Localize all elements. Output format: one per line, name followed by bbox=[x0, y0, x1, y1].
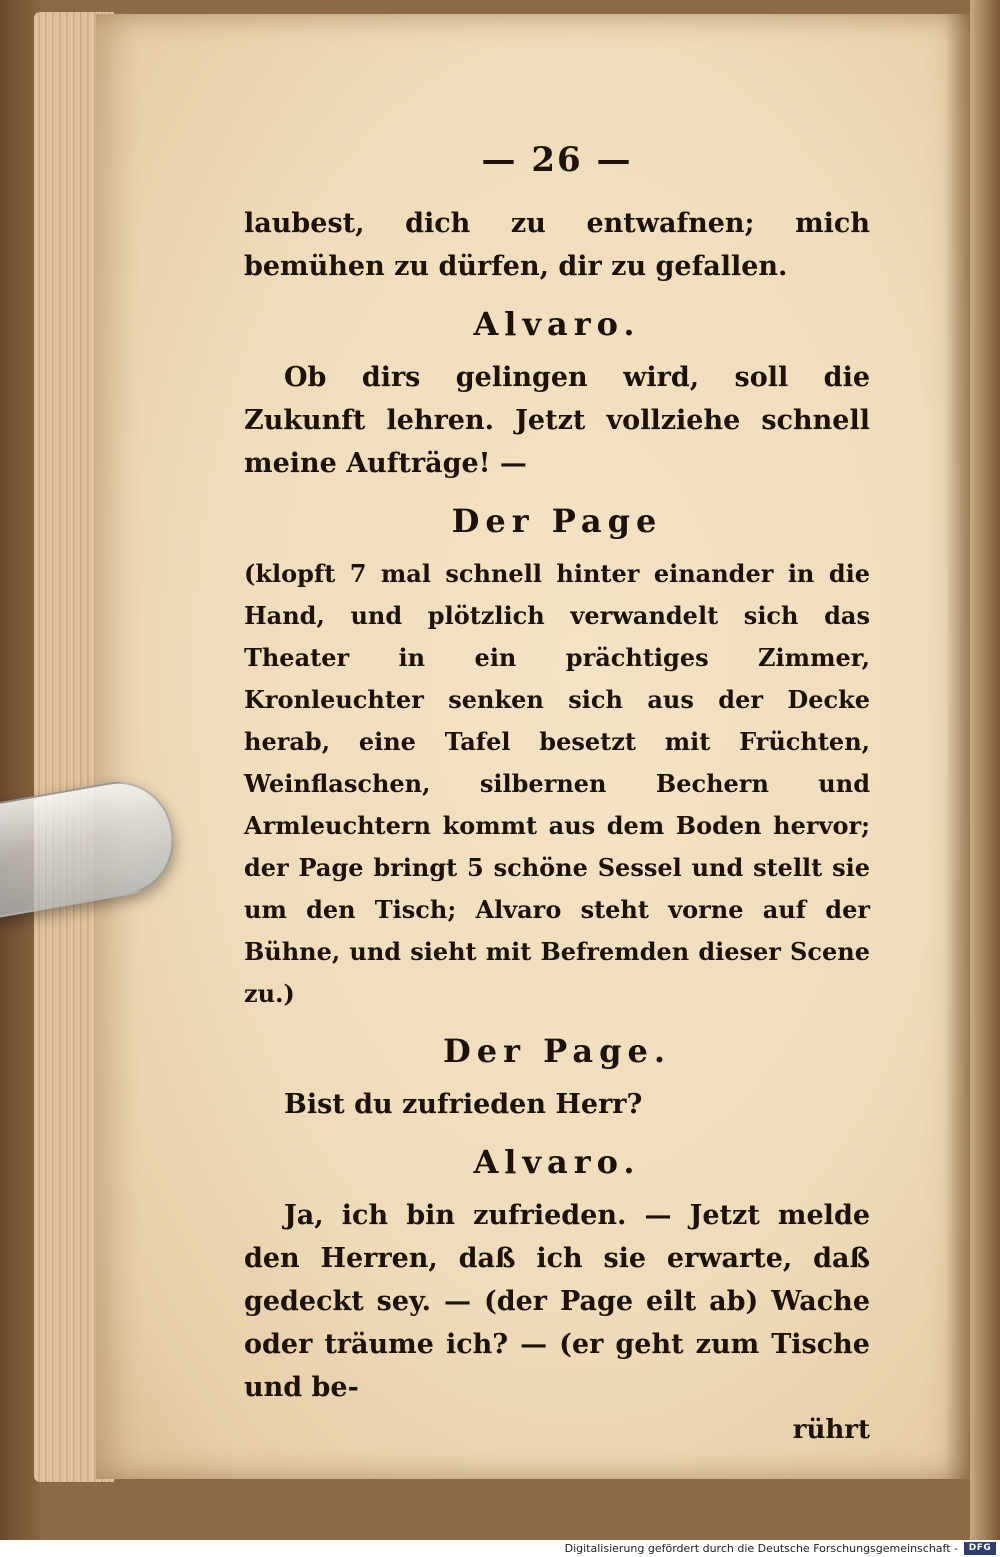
page-gutter bbox=[945, 14, 971, 1479]
text-paragraph: Ob dirs gelingen wird, soll die Zukunft lehren. Jetzt vollziehe schnell meine Aufträge! — bbox=[244, 362, 870, 479]
footer-bar bbox=[0, 1540, 1000, 1557]
speaker-heading: Der Page bbox=[451, 502, 663, 540]
catchword: rührt bbox=[792, 1415, 870, 1445]
text-paragraph: Bist du zufrieden Herr? bbox=[284, 1089, 643, 1120]
page-text bbox=[244, 140, 870, 1451]
book-cover-right bbox=[970, 0, 1000, 1540]
stage-direction: (klopft 7 mal schnell hinter einander in die Hand, und plötzlich verwandelt sich das Theater in ein prächtiges Zimmer, Kronleuchter senken sich aus der Decke herab, eine Tafel besetzt mit Früchten, Weinflaschen, silbernen Bechern und Armleuchtern kommt aus dem Boden hervor; der Page bringt 5 schöne Sessel und stellt sie um den Tisch; Alvaro steht vorne auf der Bühne, und sieht mit Befremden dieser Scene zu.) bbox=[244, 559, 870, 1008]
page-number: — 26 — bbox=[481, 140, 633, 180]
speaker-heading: Der Page. bbox=[443, 1032, 671, 1070]
footer-credit: Digitalisierung gefördert durch die Deutsche Forschungsgemeinschaft - bbox=[564, 1542, 958, 1555]
text-paragraph: Ja, ich bin zufrieden. — Jetzt melde den Herren, daß ich sie erwarte, daß gedeckt sey. — (der Page eilt ab) Wache oder träume ich? — (er geht zum Tische und be- bbox=[244, 1200, 870, 1403]
speaker-heading: Alvaro. bbox=[473, 1143, 641, 1181]
speaker-heading: Alvaro. bbox=[473, 305, 641, 343]
dfg-logo: DFG bbox=[964, 1542, 996, 1555]
text-paragraph: laubest, dich zu entwafnen; mich bemühen zu dürfen, dir zu gefallen. bbox=[244, 208, 870, 282]
